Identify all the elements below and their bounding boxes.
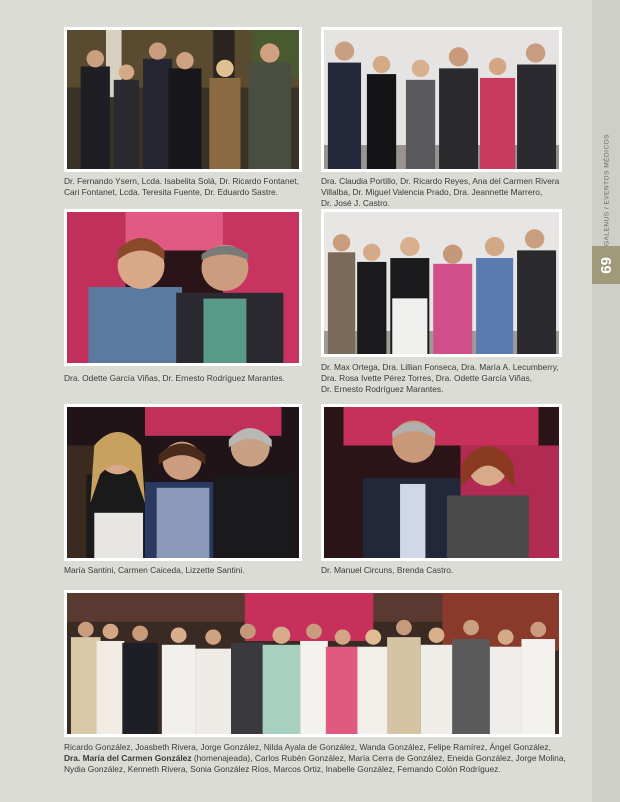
running-head: GALENUS / EVENTOS MÉDICOS (603, 133, 611, 247)
photo-2 (321, 27, 562, 172)
caption-1 (64, 176, 299, 198)
photo-7-image (67, 593, 559, 734)
caption-3 (64, 373, 285, 384)
side-tab (592, 0, 620, 802)
caption-4-line-1: Dr. Max Ortega, Dra. Lillian Fonseca, Dra. María A. Lecumberry, (321, 362, 559, 372)
caption-4-line-3: Dr. Ernesto Rodríguez Marantes. (321, 384, 444, 394)
caption-7-line-1: Ricardo González, Joasbeth Rivera, Jorge González, Nilda Ayala de González, Wanda González, Felipe Ramírez, Ángel González, (64, 742, 551, 752)
caption-1-line-2: Cari Fontanet, Lcda. Teresita Fuente, Dr. Eduardo Sastre. (64, 187, 278, 197)
photo-1 (64, 27, 302, 172)
caption-1-line-1: Dr. Fernando Ysern, Lcda. Isabelita Solá, Dr. Ricardo Fontanet, (64, 176, 299, 186)
caption-7-honoree: Dra. María del Carmen González (64, 753, 192, 763)
photo-4 (321, 209, 562, 357)
caption-6-line-1: Dr. Manuel Circuns, Brenda Castro. (321, 565, 454, 575)
photo-2-image (324, 30, 559, 169)
caption-2 (321, 176, 559, 209)
caption-5 (64, 565, 245, 576)
photo-3-image (67, 212, 299, 363)
caption-2-line-1: Dra. Claudia Portillo, Dr. Ricardo Reyes, Ana del Carmen Rivera (321, 176, 560, 186)
caption-5-line-1: María Santini, Carmen Caiceda, Lizzette Santini. (64, 565, 245, 575)
page-number: 69 (597, 256, 615, 274)
photo-6 (321, 404, 562, 561)
caption-7 (64, 742, 566, 775)
page-number-box (592, 246, 620, 284)
caption-3-line-1: Dra. Odette García Viñas, Dr. Ernesto Rodríguez Marantes. (64, 373, 285, 383)
caption-4-line-2: Dra. Rosa Ivette Pérez Torres, Dra. Odette García Viñas, (321, 373, 533, 383)
photo-5-image (67, 407, 299, 558)
caption-2-line-3: Dr. José J. Castro. (321, 198, 390, 208)
photo-7 (64, 590, 562, 737)
caption-4 (321, 362, 559, 395)
photo-3 (64, 209, 302, 366)
caption-2-line-2: Villalba, Dr. Miguel Valencia Prado, Dra. Jeannette Marrero, (321, 187, 543, 197)
caption-7-line-2 (64, 753, 566, 764)
photo-6-image (324, 407, 559, 558)
photo-4-image (324, 212, 559, 354)
caption-7-line-3: Nydia González, Kenneth Rivera, Sonia González Ríos, Marcos Ortiz, Inabelle González, Fernando Colón Rodríguez. (64, 764, 501, 774)
caption-6 (321, 565, 453, 576)
photo-5 (64, 404, 302, 561)
caption-7-line-2-rest: (homenajeada), Carlos Rubén González, María Cerra de González, Eneida González, Jorge Molina, (191, 753, 566, 763)
photo-1-image (67, 30, 299, 169)
